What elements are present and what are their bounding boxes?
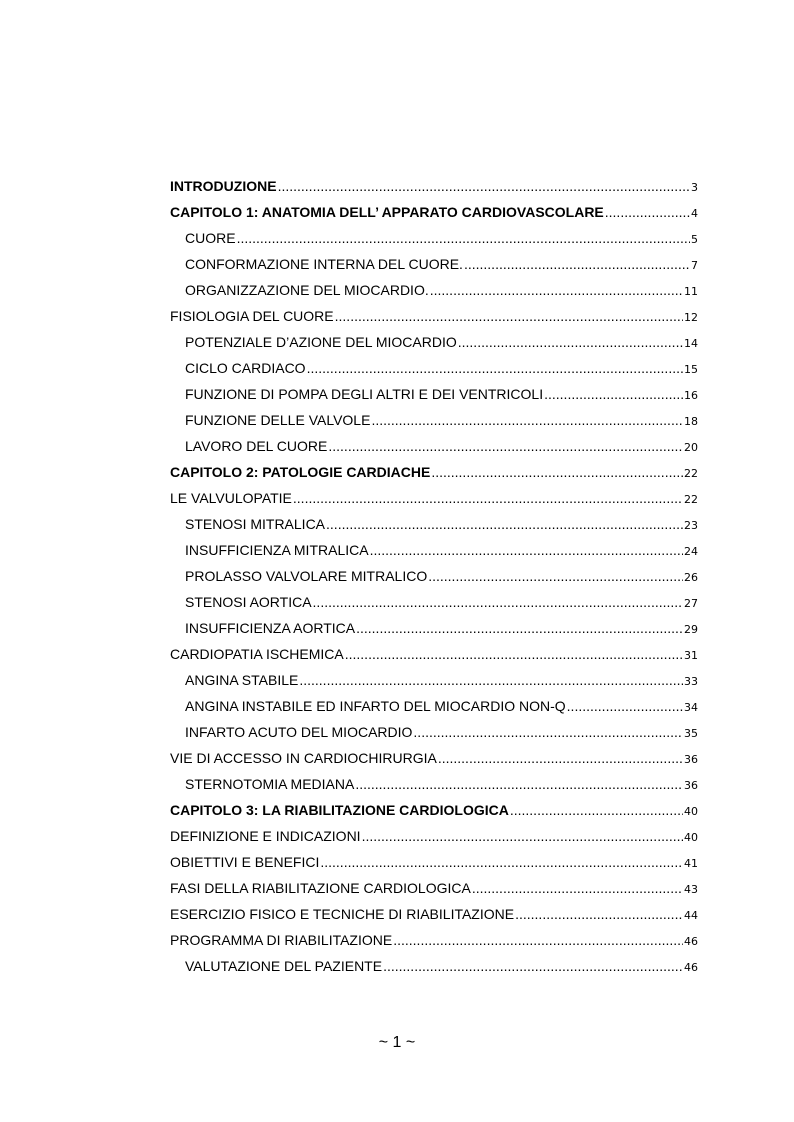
toc-entry-page-number: 22 xyxy=(684,467,698,480)
toc-entry[interactable] xyxy=(170,927,698,953)
toc-entry-title: ANGINA STABILE xyxy=(185,672,299,688)
toc-entry-page-number: 26 xyxy=(684,571,698,584)
toc-entry-page-number: 44 xyxy=(684,909,698,922)
toc-entry-title: PROLASSO VALVOLARE MITRALICO xyxy=(185,568,428,584)
toc-entry-page-number: 20 xyxy=(684,441,698,454)
toc-entry[interactable] xyxy=(170,693,698,719)
toc-entry-page-number: 36 xyxy=(684,753,698,766)
toc-entry[interactable] xyxy=(170,641,698,667)
toc-entry[interactable] xyxy=(170,667,698,693)
toc-entry-page-number: 16 xyxy=(684,389,698,402)
toc-entry[interactable] xyxy=(170,381,698,407)
dot-leader xyxy=(544,381,683,407)
toc-entry[interactable] xyxy=(170,407,698,433)
toc-entry-title: ESERCIZIO FISICO E TECNICHE DI RIABILITAZIONE xyxy=(170,906,515,922)
toc-entry-page-number: 27 xyxy=(684,597,698,610)
toc-entry-page-number: 46 xyxy=(684,935,698,948)
toc-entry-title: CARDIOPATIA ISCHEMICA xyxy=(170,646,344,662)
toc-entry[interactable] xyxy=(170,563,698,589)
toc-entry[interactable] xyxy=(170,303,698,329)
toc-entry-title: FUNZIONE DI POMPA DEGLI ALTRI E DEI VENTRICOLI xyxy=(185,386,544,402)
toc-entry-title: VALUTAZIONE DEL PAZIENTE xyxy=(185,958,383,974)
toc-entry-page-number: 24 xyxy=(684,545,698,558)
dot-leader xyxy=(605,199,690,225)
dot-leader xyxy=(345,641,683,667)
dot-leader xyxy=(438,745,683,771)
toc-entry-title: OBIETTIVI E BENEFICI xyxy=(170,854,320,870)
dot-leader xyxy=(299,667,683,693)
toc-entry-page-number: 40 xyxy=(684,805,698,818)
dot-leader xyxy=(320,849,683,875)
toc-entry-title: DEFINIZIONE E INDICAZIONI xyxy=(170,828,361,844)
toc-entry-title: STENOSI MITRALICA xyxy=(185,516,326,532)
toc-entry-page-number: 14 xyxy=(684,337,698,350)
dot-leader xyxy=(335,303,683,329)
toc-entry[interactable] xyxy=(170,615,698,641)
toc-entry-title: ORGANIZZAZIONE DEL MIOCARDIO. xyxy=(185,282,429,298)
toc-entry-title: STERNOTOMIA MEDIANA xyxy=(185,776,355,792)
toc-entry[interactable] xyxy=(170,953,698,979)
toc-entry[interactable] xyxy=(170,901,698,927)
toc-entry-page-number: 15 xyxy=(684,363,698,376)
toc-entry-page-number: 12 xyxy=(684,311,698,324)
page-number: ~ 1 ~ xyxy=(378,1034,416,1051)
dot-leader xyxy=(430,277,683,303)
table-of-contents xyxy=(170,173,698,979)
dot-leader xyxy=(237,225,690,251)
toc-entry-page-number: 35 xyxy=(684,727,698,740)
toc-entry-title: STENOSI AORTICA xyxy=(185,594,312,610)
toc-entry-title: PROGRAMMA DI RIABILITAZIONE xyxy=(170,932,393,948)
toc-entry-page-number: 23 xyxy=(684,519,698,532)
toc-entry-page-number: 4 xyxy=(691,207,698,220)
toc-entry[interactable] xyxy=(170,745,698,771)
toc-entry[interactable] xyxy=(170,459,698,485)
toc-entry[interactable] xyxy=(170,225,698,251)
toc-entry[interactable] xyxy=(170,719,698,745)
toc-entry-title: CUORE xyxy=(185,230,236,246)
toc-entry-title: FUNZIONE DELLE VALVOLE xyxy=(185,412,371,428)
toc-entry-page-number: 40 xyxy=(684,831,698,844)
toc-entry-page-number: 7 xyxy=(691,259,698,272)
dot-leader xyxy=(567,693,683,719)
toc-entry-title: INSUFFICIENZA MITRALICA xyxy=(185,542,369,558)
toc-entry[interactable] xyxy=(170,875,698,901)
toc-entry-page-number: 22 xyxy=(684,493,698,506)
dot-leader xyxy=(413,719,683,745)
toc-entry-title: INSUFFICIENZA AORTICA xyxy=(185,620,356,636)
dot-leader xyxy=(293,485,683,511)
toc-entry-title: POTENZIALE D’AZIONE DEL MIOCARDIO xyxy=(185,334,457,350)
toc-entry-page-number: 34 xyxy=(684,701,698,714)
toc-entry[interactable] xyxy=(170,277,698,303)
toc-entry-title: CICLO CARDIACO xyxy=(185,360,306,376)
dot-leader xyxy=(355,771,683,797)
toc-entry-title: CONFORMAZIONE INTERNA DEL CUORE. xyxy=(185,256,463,272)
dot-leader xyxy=(383,953,683,979)
toc-entry-page-number: 41 xyxy=(684,857,698,870)
toc-entry[interactable] xyxy=(170,251,698,277)
toc-entry[interactable] xyxy=(170,589,698,615)
toc-entry[interactable] xyxy=(170,485,698,511)
toc-entry[interactable] xyxy=(170,199,698,225)
dot-leader xyxy=(307,355,683,381)
toc-entry[interactable] xyxy=(170,797,698,823)
toc-entry[interactable] xyxy=(170,823,698,849)
toc-entry[interactable] xyxy=(170,849,698,875)
dot-leader xyxy=(278,173,690,199)
toc-entry[interactable] xyxy=(170,173,698,199)
dot-leader xyxy=(313,589,683,615)
toc-entry-page-number: 36 xyxy=(684,779,698,792)
toc-entry-title: ANGINA INSTABILE ED INFARTO DEL MIOCARDIO NON-Q xyxy=(185,698,566,714)
toc-entry-title: CAPITOLO 3: LA RIABILITAZIONE CARDIOLOGICA xyxy=(170,802,509,818)
toc-entry-title: FISIOLOGIA DEL CUORE xyxy=(170,308,334,324)
toc-entry-title: LAVORO DEL CUORE xyxy=(185,438,328,454)
toc-entry-title: INFARTO ACUTO DEL MIOCARDIO xyxy=(185,724,413,740)
dot-leader xyxy=(393,927,683,953)
dot-leader xyxy=(431,459,683,485)
toc-entry-page-number: 29 xyxy=(684,623,698,636)
toc-entry[interactable] xyxy=(170,329,698,355)
dot-leader xyxy=(464,251,690,277)
dot-leader xyxy=(428,563,683,589)
toc-entry[interactable] xyxy=(170,433,698,459)
toc-entry-page-number: 5 xyxy=(691,233,698,246)
dot-leader xyxy=(370,537,683,563)
toc-entry[interactable] xyxy=(170,355,698,381)
toc-entry[interactable] xyxy=(170,537,698,563)
toc-entry-page-number: 33 xyxy=(684,675,698,688)
toc-entry-title: FASI DELLA RIABILITAZIONE CARDIOLOGICA xyxy=(170,880,471,896)
toc-entry-title: VIE DI ACCESSO IN CARDIOCHIRURGIA xyxy=(170,750,437,766)
dot-leader xyxy=(510,797,683,823)
toc-entry[interactable] xyxy=(170,511,698,537)
toc-entry-title: INTRODUZIONE xyxy=(170,178,277,194)
dot-leader xyxy=(326,511,683,537)
dot-leader xyxy=(472,875,683,901)
toc-entry-title: CAPITOLO 2: PATOLOGIE CARDIACHE xyxy=(170,464,431,480)
toc-entry-page-number: 3 xyxy=(691,181,698,194)
toc-entry-page-number: 31 xyxy=(684,649,698,662)
dot-leader xyxy=(371,407,683,433)
toc-entry-page-number: 18 xyxy=(684,415,698,428)
dot-leader xyxy=(458,329,683,355)
dot-leader xyxy=(328,433,683,459)
dot-leader xyxy=(362,823,683,849)
toc-entry-title: CAPITOLO 1: ANATOMIA DELL’ APPARATO CARDIOVASCOLARE xyxy=(170,204,604,220)
toc-entry-page-number: 43 xyxy=(684,883,698,896)
dot-leader xyxy=(356,615,683,641)
dot-leader xyxy=(515,901,683,927)
toc-entry[interactable] xyxy=(170,771,698,797)
toc-entry-page-number: 11 xyxy=(684,285,698,298)
toc-entry-page-number: 46 xyxy=(684,961,698,974)
toc-entry-title: LE VALVULOPATIE xyxy=(170,490,292,506)
